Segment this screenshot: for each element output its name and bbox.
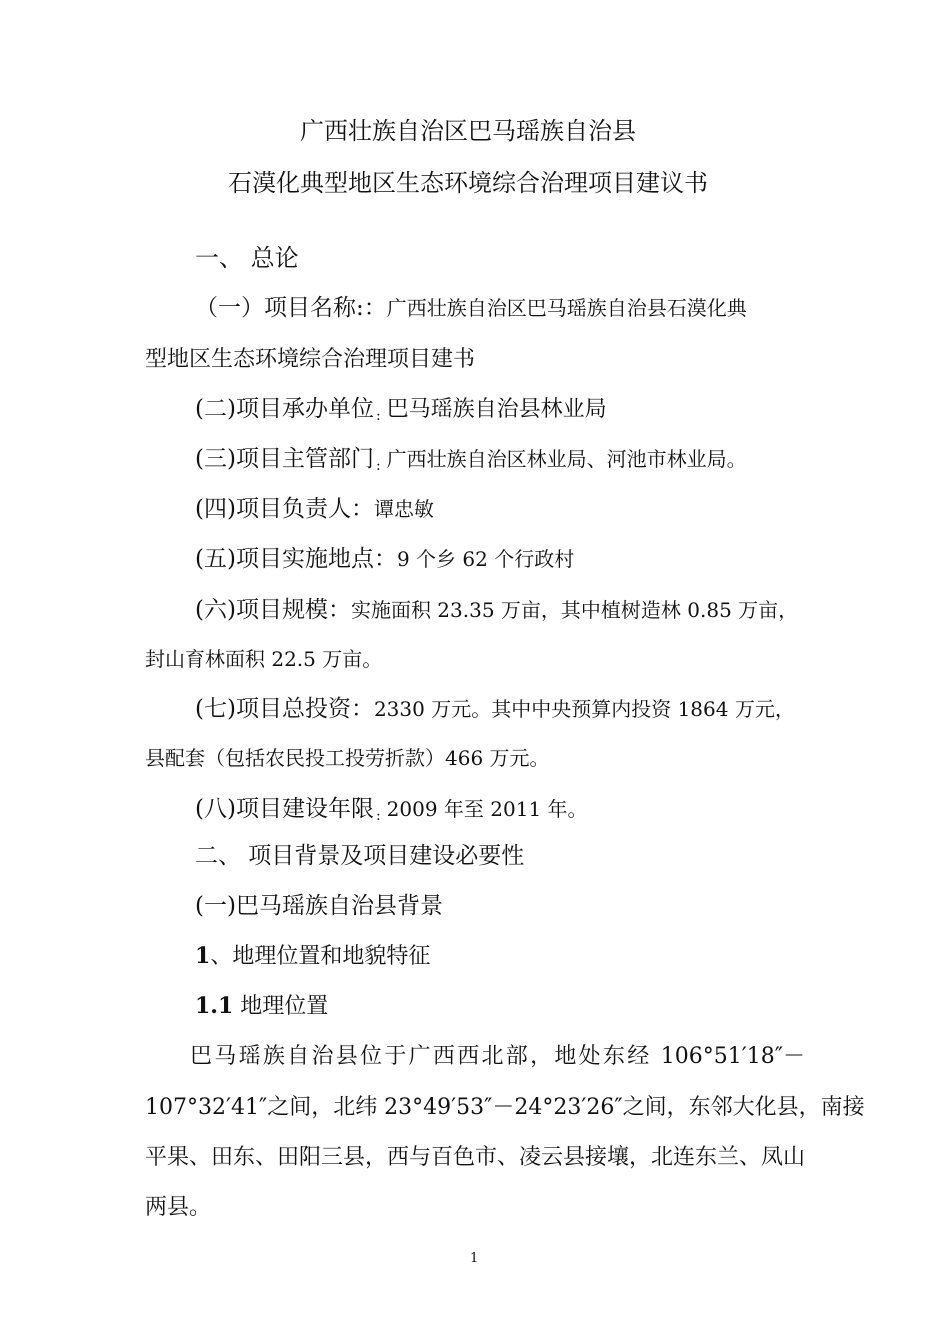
item-separator: : xyxy=(375,808,381,824)
subsection-heading-3 xyxy=(195,994,328,1019)
item-investment xyxy=(195,696,795,722)
item-label: (六)项目规模： xyxy=(195,597,351,623)
item-value: 广西壮族自治区巴马瑶族自治县石漠化典 xyxy=(386,296,747,320)
page-number: 1 xyxy=(470,1251,479,1266)
heading-text: 地理位置 xyxy=(233,994,329,1019)
item-value: 实施面积 23.35 万亩，其中植树造林 0.85 万亩， xyxy=(350,598,799,622)
item-separator: : xyxy=(375,458,381,474)
item-separator: : xyxy=(375,408,381,424)
item-scale-cont: 封山育林面积 22.5 万亩。 xyxy=(145,647,383,671)
item-value: 2330 万元。其中中央预算内投资 1864 万元， xyxy=(373,697,795,721)
item-scale xyxy=(195,597,798,623)
item-label: (七)项目总投资： xyxy=(195,696,374,722)
item-investment-cont: 县配套（包括农民投工投劳折款）466 万元。 xyxy=(145,746,550,770)
subsection-heading-2 xyxy=(195,944,430,969)
heading-text: 、地理位置和地貌特征 xyxy=(210,944,431,969)
heading-number: 1.1 xyxy=(195,993,234,1019)
item-location xyxy=(195,546,574,572)
paragraph-line: 平果、田东、田阳三县，西与百色市、凌云县接壤，北连东兰、凤山 xyxy=(145,1145,806,1170)
item-label: (二)项目承办单位 xyxy=(195,396,374,422)
item-value: 2009 年至 2011 年。 xyxy=(386,797,588,821)
item-label: (三)项目主管部门 xyxy=(195,446,374,472)
subsection-heading: (一)巴马瑶族自治县背景 xyxy=(195,893,443,919)
heading-number: 1 xyxy=(195,943,211,969)
paragraph-line: 巴马瑶族自治县位于广西西北部，地处东经 106°51′18″－ xyxy=(190,1044,805,1069)
item-undertaking-unit xyxy=(195,396,607,424)
item-project-name-cont: 型地区生态环境综合治理项目建书 xyxy=(145,347,476,372)
item-value: 9 个乡 62 个行政村 xyxy=(396,547,575,571)
paragraph-line: 两县。 xyxy=(145,1195,212,1220)
item-label: （一）项目名称:： xyxy=(195,295,387,321)
item-label: (四)项目负责人： xyxy=(195,496,374,522)
item-value: 巴马瑶族自治县林业局 xyxy=(386,397,607,422)
title-line-2: 石漠化典型地区生态环境综合治理项目建议书 xyxy=(228,169,708,197)
item-supervising-dept xyxy=(195,446,747,474)
item-label: (八)项目建设年限 xyxy=(195,796,374,822)
title-line-1: 广西壮族自治区巴马瑶族自治县 xyxy=(300,117,636,145)
section-1-heading: 一、 总论 xyxy=(195,244,299,272)
item-project-name xyxy=(195,295,747,321)
item-label: (五)项目实施地点： xyxy=(195,546,397,572)
section-2-heading: 二、 项目背景及项目建设必要性 xyxy=(195,843,525,869)
item-person-in-charge xyxy=(195,496,434,522)
item-value: 谭忠敏 xyxy=(373,497,434,521)
paragraph-line: 107°32′41″之间，北纬 23°49′53″－24°23′26″之间，东邻大化县，南接 xyxy=(145,1095,865,1120)
item-construction-period xyxy=(195,796,588,824)
item-value: 广西壮族自治区林业局、河池市林业局。 xyxy=(386,447,747,471)
